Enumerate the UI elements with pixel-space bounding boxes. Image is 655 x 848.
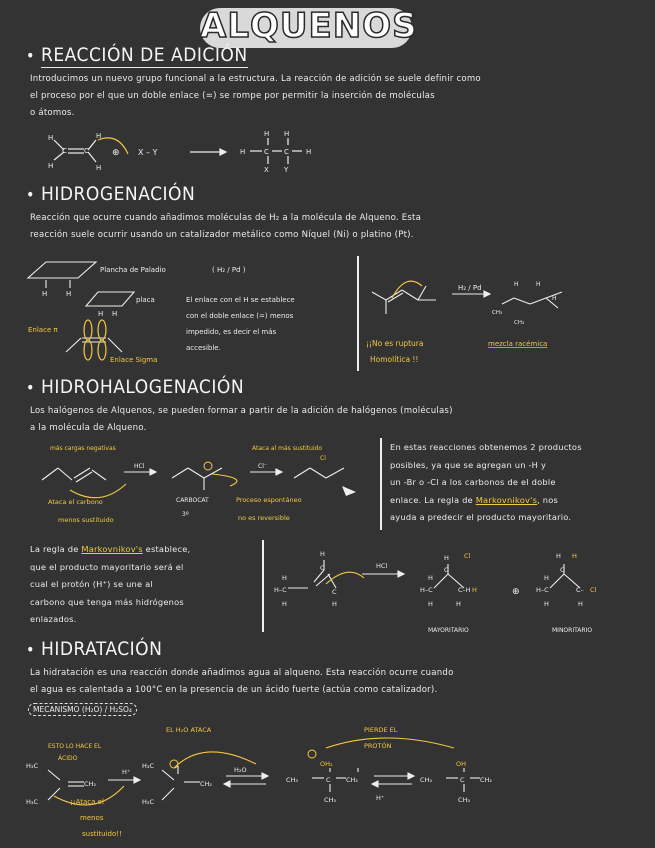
svg-text:mezcla racémica: mezcla racémica <box>488 340 548 348</box>
hydrogenation-scheme <box>366 266 586 376</box>
svg-text:C: C <box>560 566 565 574</box>
svg-text:H: H <box>96 164 102 172</box>
svg-text:H₃C: H₃C <box>142 762 155 770</box>
svg-text:sustituido!!: sustituido!! <box>82 830 122 838</box>
svg-text:H: H <box>536 281 541 288</box>
svg-text:Y: Y <box>284 166 289 174</box>
svg-text:CH₃: CH₃ <box>420 776 433 784</box>
svg-text:CH₃: CH₃ <box>286 776 299 784</box>
svg-text:Proceso espontáneo: Proceso espontáneo <box>236 496 302 504</box>
svg-text:H: H <box>578 600 583 608</box>
svg-text:C: C <box>84 147 89 155</box>
svg-text:C: C <box>264 148 269 156</box>
svg-text:Cl⁻: Cl⁻ <box>258 463 268 470</box>
svg-text:H: H <box>552 295 557 302</box>
svg-text:MAYORITARIO: MAYORITARIO <box>428 627 469 634</box>
svg-text:menos: menos <box>80 814 104 822</box>
svg-text:CARBOCAT: CARBOCAT <box>176 497 209 504</box>
svg-text:X: X <box>264 166 269 174</box>
svg-text:menos sustituido: menos sustituido <box>58 516 114 524</box>
svg-text:más cargas negativas: más cargas negativas <box>50 445 116 452</box>
svg-text:H: H <box>282 574 287 582</box>
page-title: ALQUENOS <box>200 6 418 46</box>
svg-text:El enlace con el H se establec: El enlace con el H se establece <box>186 296 295 304</box>
svg-text:C: C <box>460 776 465 784</box>
svg-text:Plancha de Paladio: Plancha de Paladio <box>100 266 166 274</box>
svg-text:H: H <box>572 552 577 560</box>
svg-text:H: H <box>42 290 48 298</box>
hidratacion-text: La hidratación es una reacción donde añadimos agua al alqueno. Esta reacción ocurre cuando el agua es calentada a 100°C en la presencia de un ácido fuerte (actúa como catalizador). <box>30 668 454 695</box>
svg-text:OH: OH <box>456 760 467 768</box>
svg-text:H₃C: H₃C <box>26 762 39 770</box>
svg-text:H: H <box>264 130 270 138</box>
svg-text:CH₃: CH₃ <box>514 320 525 326</box>
svg-text:con el doble enlace (=) menos: con el doble enlace (=) menos <box>186 312 294 320</box>
svg-text:H: H <box>66 290 72 298</box>
svg-text:H⁺: H⁺ <box>376 794 385 802</box>
svg-text:H: H <box>544 574 549 582</box>
mechanism-label: MECANISMO (H₂O) / H₂SO₄ <box>28 703 137 716</box>
svg-text:H: H <box>112 310 118 318</box>
markovnikov-rule: La regla de Markovnikov's establece, que el producto mayoritario será el cual el protón (H⁺) se une al carbono que tenga más hidrógenos enlazados. <box>30 544 191 624</box>
svg-text:C–H: C–H <box>458 586 471 594</box>
svg-text:H: H <box>428 574 433 582</box>
svg-text:CH₃: CH₃ <box>458 796 471 804</box>
svg-text:H: H <box>332 600 337 608</box>
svg-text:H: H <box>556 552 561 560</box>
svg-text:H: H <box>544 600 549 608</box>
svg-text:CH₃: CH₃ <box>492 310 503 316</box>
svg-text:¡¡Ataca el: ¡¡Ataca el <box>70 798 104 806</box>
svg-text:Homolítica !!: Homolítica !! <box>370 355 419 364</box>
divider <box>262 540 264 632</box>
svg-text:H: H <box>306 148 312 156</box>
svg-text:C–: C– <box>576 586 584 594</box>
svg-text:3º: 3º <box>182 511 189 518</box>
svg-text:⊕: ⊕ <box>112 148 120 158</box>
svg-text:no es reversible: no es reversible <box>238 514 290 522</box>
hidrohalogenacion-text: Los halógenos de Alquenos, se pueden formar a partir de la adición de halógenos (moléculas) a la molécula de Alqueno. <box>30 406 453 433</box>
svg-text:C: C <box>444 566 449 574</box>
svg-text:C: C <box>320 564 325 572</box>
svg-text:H₃C: H₃C <box>142 798 155 806</box>
svg-text:Enlace Sigma: Enlace Sigma <box>110 356 158 364</box>
svg-text:placa: placa <box>136 296 155 304</box>
svg-text:Cl: Cl <box>464 552 471 560</box>
svg-text:PROTÓN: PROTÓN <box>364 742 392 750</box>
svg-text:H: H <box>514 281 519 288</box>
svg-text:EL H₂O ATACA: EL H₂O ATACA <box>166 726 212 734</box>
svg-text:HCl: HCl <box>134 463 145 470</box>
svg-text:C: C <box>284 148 289 156</box>
adicion-text: Introducimos un nuevo grupo funcional a la estructura. La reacción de adición se suele definir como el proceso por el que un doble enlace (=) se rompe por permitir la inserción de moléculas o átomos. <box>30 74 481 118</box>
svg-text:H: H <box>320 550 325 558</box>
hidrogenacion-text: Reacción que ocurre cuando añadimos moléculas de H₂ a la molécula de Alqueno. Esta reacción suele ocurrir usando un catalizador metálico como Níquel (Ni) o platino (Pt). <box>30 213 422 240</box>
section-heading-hidrogenacion: • HIDROGENACIÓN <box>26 183 196 205</box>
svg-text:H: H <box>96 132 102 140</box>
svg-text:CH₃: CH₃ <box>324 796 337 804</box>
svg-text:CH₂: CH₂ <box>200 780 213 788</box>
svg-text:ÁCIDO: ÁCIDO <box>58 755 78 762</box>
svg-text:H: H <box>48 162 54 170</box>
svg-text:H–C: H–C <box>274 586 287 594</box>
svg-text:OH₂: OH₂ <box>320 760 333 768</box>
markovnikov-scheme <box>268 544 648 636</box>
svg-text:accesible.: accesible. <box>186 344 221 352</box>
svg-text:H: H <box>456 600 461 608</box>
svg-text:H⁺: H⁺ <box>122 768 131 776</box>
svg-text:Cl: Cl <box>590 586 597 594</box>
svg-text:H: H <box>282 600 287 608</box>
svg-text:H–C: H–C <box>420 586 433 594</box>
svg-text:Enlace π: Enlace π <box>28 326 58 334</box>
svg-text:H: H <box>48 134 54 142</box>
svg-text:Ataca el carbono: Ataca el carbono <box>48 498 103 506</box>
svg-text:H: H <box>472 586 477 594</box>
svg-text:H: H <box>284 130 290 138</box>
section-heading-hidratacion: • HIDRATACIÓN <box>26 638 163 660</box>
svg-text:Ataca al más sustituido: Ataca al más sustituido <box>252 445 323 452</box>
svg-text:ESTO LO HACE EL: ESTO LO HACE EL <box>48 743 102 750</box>
markovnikov-intro: En estas reacciones obtenemos 2 productos posibles, ya que se agregan un -H y un -Br o -Cl a los carbonos de el doble enlace. La regla de Markovnikov's, nos ayuda a predecir el producto mayoritario. <box>390 442 582 522</box>
svg-text:H₂O: H₂O <box>234 766 247 774</box>
svg-text:⊕: ⊕ <box>512 587 520 597</box>
svg-text:C: C <box>332 588 337 596</box>
divider <box>357 256 359 371</box>
svg-text:CH₂: CH₂ <box>346 776 359 784</box>
divider <box>380 438 382 530</box>
svg-text:H: H <box>444 554 449 562</box>
svg-text:HCl: HCl <box>376 562 388 570</box>
hydrohalogenation-mechanism <box>30 438 380 528</box>
section-heading-hidrohalogenacion: • HIDROHALOGENACIÓN <box>26 376 245 398</box>
svg-text:H: H <box>98 310 104 318</box>
svg-text:X – Y: X – Y <box>138 148 158 157</box>
svg-text:C: C <box>62 147 67 155</box>
section-heading-adicion: • REACCIÓN DE ADICIÓN <box>26 44 248 66</box>
addition-scheme <box>40 126 340 176</box>
palladium-diagram <box>26 250 356 370</box>
svg-text:C: C <box>326 776 331 784</box>
svg-text:H: H <box>240 148 246 156</box>
svg-text:¡¡No es ruptura: ¡¡No es ruptura <box>366 339 424 348</box>
svg-text:MINORITARIO: MINORITARIO <box>552 627 593 634</box>
svg-text:PIERDE EL: PIERDE EL <box>364 726 398 734</box>
svg-text:Cl: Cl <box>320 455 326 462</box>
hydration-mechanism <box>24 718 644 844</box>
svg-text:CH₂: CH₂ <box>84 780 97 788</box>
svg-text:H₂ / Pd: H₂ / Pd <box>458 284 482 292</box>
svg-text:H: H <box>428 600 433 608</box>
svg-text:( H₂ / Pd ): ( H₂ / Pd ) <box>212 266 246 274</box>
svg-text:CH₂: CH₂ <box>480 776 493 784</box>
svg-text:H–C: H–C <box>536 586 549 594</box>
svg-text:impedido, es decir el más: impedido, es decir el más <box>186 328 277 336</box>
svg-text:H₃C: H₃C <box>26 798 39 806</box>
